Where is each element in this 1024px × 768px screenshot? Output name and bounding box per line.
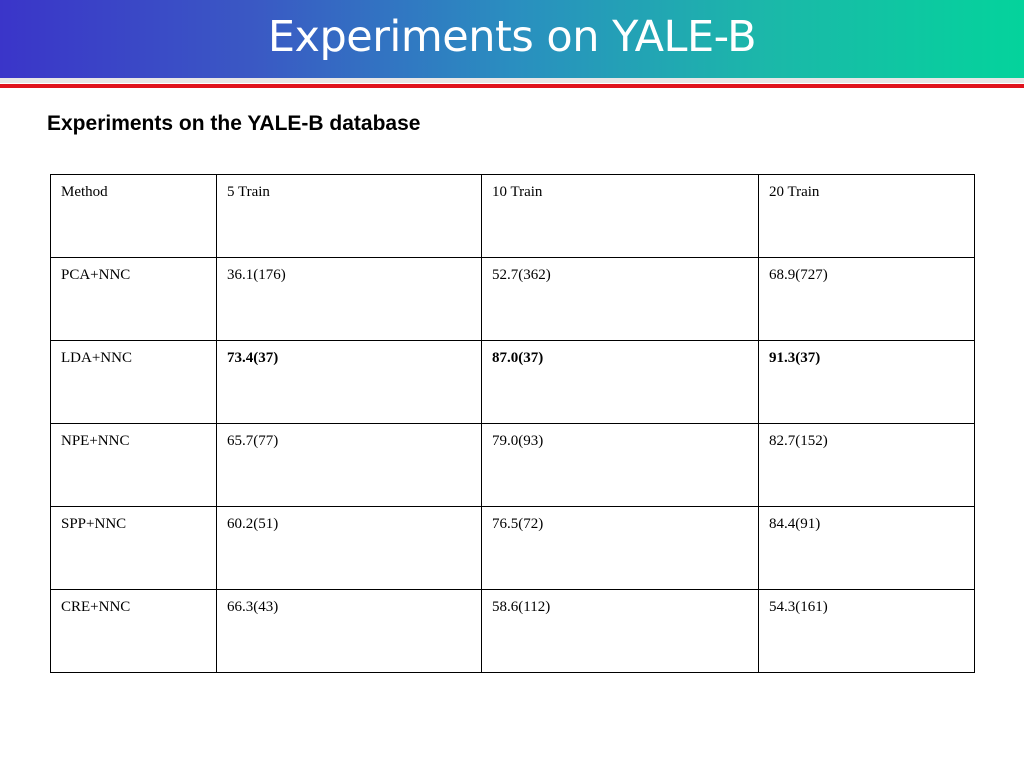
value-cell: 36.1(176)	[217, 258, 482, 341]
value-cell: 60.2(51)	[217, 507, 482, 590]
slide-subtitle: Experiments on the YALE-B database	[47, 112, 421, 135]
table-row	[51, 341, 975, 424]
table-row	[51, 258, 975, 341]
header-5-train: 5 Train	[217, 175, 482, 258]
value-cell: 82.7(152)	[759, 424, 975, 507]
method-cell: PCA+NNC	[51, 258, 217, 341]
table-row	[51, 507, 975, 590]
header-10-train: 10 Train	[482, 175, 759, 258]
method-cell: LDA+NNC	[51, 341, 217, 424]
table-header-row	[51, 175, 975, 258]
slide-title: Experiments on YALE-B	[267, 12, 757, 62]
results-table	[50, 174, 975, 673]
title-divider-shadow	[0, 78, 1024, 83]
value-cell-best: 91.3(37)	[759, 341, 975, 424]
value-cell: 66.3(43)	[217, 590, 482, 673]
header-method: Method	[51, 175, 217, 258]
title-divider-accent	[0, 84, 1024, 88]
table-row	[51, 424, 975, 507]
value-cell: 79.0(93)	[482, 424, 759, 507]
value-cell: 68.9(727)	[759, 258, 975, 341]
value-cell: 84.4(91)	[759, 507, 975, 590]
value-cell: 76.5(72)	[482, 507, 759, 590]
value-cell: 58.6(112)	[482, 590, 759, 673]
method-cell: CRE+NNC	[51, 590, 217, 673]
title-bar	[0, 0, 1024, 78]
method-cell: SPP+NNC	[51, 507, 217, 590]
value-cell: 65.7(77)	[217, 424, 482, 507]
value-cell: 54.3(161)	[759, 590, 975, 673]
value-cell-best: 87.0(37)	[482, 341, 759, 424]
value-cell: 52.7(362)	[482, 258, 759, 341]
table-row	[51, 590, 975, 673]
value-cell-best: 73.4(37)	[217, 341, 482, 424]
method-cell: NPE+NNC	[51, 424, 217, 507]
header-20-train: 20 Train	[759, 175, 975, 258]
